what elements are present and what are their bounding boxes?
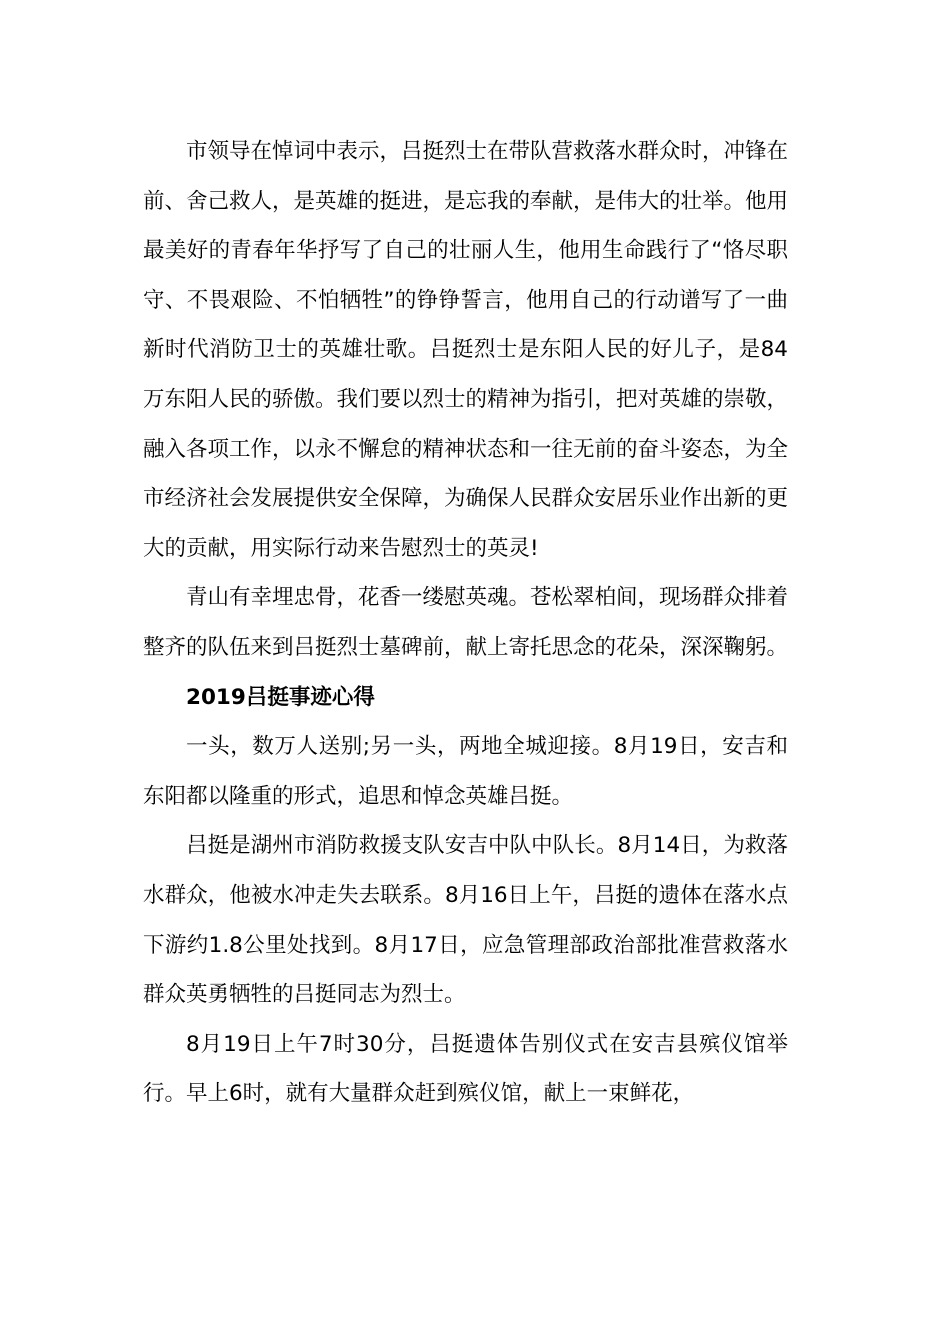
- paragraph-biography: 吕挺是湖州市消防救援支队安吉中队中队长。8月14日，为救落水群众，他被水冲走失去联系。8月16日上午，吕挺的遗体在落水点下游约1.8公里处找到。8月17日，应急管理部政治部批准营救落水群众英勇牺牲的吕挺同志为烈士。: [143, 833, 788, 1008]
- paragraph-ceremony: 8月19日上午7时30分，吕挺遗体告别仪式在安吉县殡仪馆举行。早上6时，就有大量群众赶到殡仪馆，献上一束鲜花，: [143, 1031, 788, 1107]
- document-body: [143, 127, 788, 1119]
- paragraph-eulogy: 市领导在悼词中表示，吕挺烈士在带队营救落水群众时，冲锋在前、舍己救人，是英雄的挺进，是忘我的奉献，是伟大的壮举。他用最美好的青春年华抒写了自己的壮丽人生，他用生命践行了“恪尽职守、不畏艰险、不怕牺牲”的铮铮誓言，他用自己的行动谱写了一曲新时代消防卫士的英雄壮歌。吕挺烈士是东阳人民的好儿子，是84万东阳人民的骄傲。我们要以烈士的精神为指引，把对英雄的崇敬，融入各项工作，以永不懈怠的精神状态和一往无前的奋斗姿态，为全市经济社会发展提供安全保障，为确保人民群众安居乐业作出新的更大的贡献，用实际行动来告慰烈士的英灵!: [143, 139, 789, 561]
- section-heading: 2019吕挺事迹心得: [186, 684, 375, 710]
- paragraph-tribute: 青山有幸埋忠骨，花香一缕慰英魂。苍松翠柏间，现场群众排着整齐的队伍来到吕挺烈士墓碑前，献上寄托思念的花朵，深深鞠躬。: [143, 585, 789, 660]
- paragraph-farewell: 一头，数万人送别;另一头，两地全城迎接。8月19日，安吉和东阳都以隆重的形式，追思和悼念英雄吕挺。: [143, 734, 788, 809]
